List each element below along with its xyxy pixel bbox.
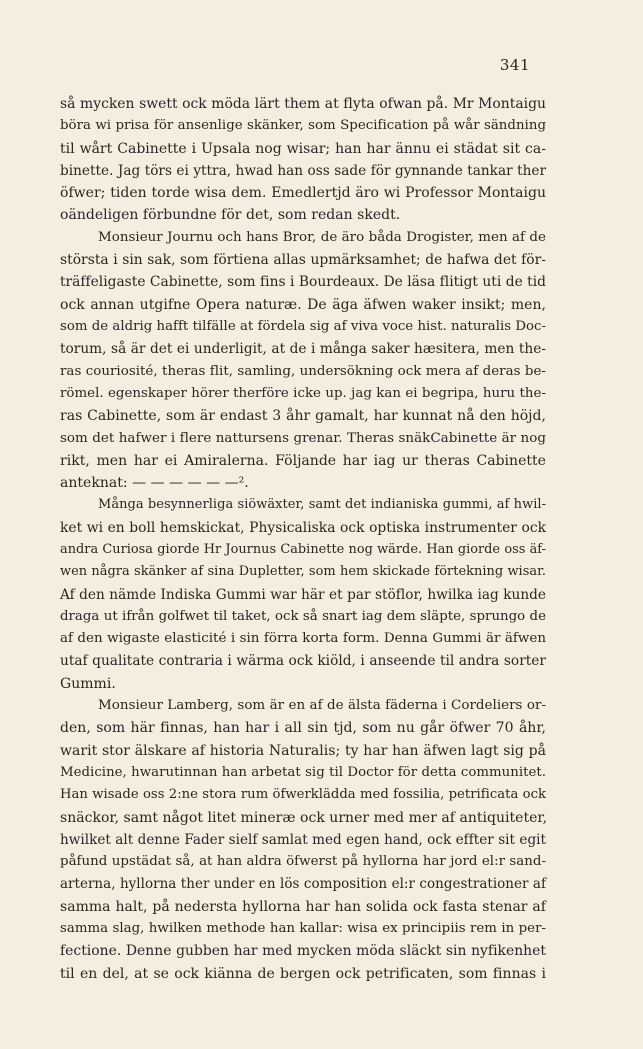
text-line: fectione. Denne gubben har med mycken möda släckt sin nyfikenhet (60, 943, 546, 960)
text-line: samma slag, hwilken methode han kallar: wisa ex principiis rem in per- (60, 920, 546, 936)
text-line: draga ut ifrån golfwet til taket, ock så snart iag dem släpte, sprungo de (60, 608, 546, 624)
text-line: Gummi. (60, 675, 116, 692)
text-line: andra Curiosa giorde Hr Journus Cabinette nog wärde. Han giorde oss äf- (60, 541, 546, 557)
text-line: römel. egenskaper hörer therföre icke up. jag kan ei begripa, huru the- (60, 385, 546, 401)
text-line: så mycken swett ock möda lärt them at flyta ofwan på. Mr Montaigu (60, 96, 546, 112)
body-text (60, 93, 546, 985)
text-line: Af den nämde Indiska Gummi war här et par stöflor, hwilka iag kunde (60, 586, 546, 603)
text-line: hwilket alt denne Fader sielf samlat med egen hand, ock effter sit egit (60, 831, 546, 848)
text-line: utaf qualitate contraria i wärma ock kiöld, i anseende til andra sorter (60, 653, 546, 670)
text-line: Monsieur Journu och hans Bror, de äro båda Drogister, men af de (98, 229, 546, 245)
text-line: til en del, at se ock kiänna de bergen ock petrificaten, som finnas i (60, 965, 546, 982)
text-line: öfwer; tiden torde wisa dem. Emedlertjd äro wi Professor Montaigu (60, 185, 546, 202)
text-line: til wårt Cabinette i Upsala nog wisar; han har ännu ei städat sit ca- (60, 140, 546, 157)
text-line: wen några skänker af sina Dupletter, som hem skickade förtekning wisar. (60, 564, 546, 580)
text-line: af den wigaste elasticité i sin förra korta form. Denna Gummi är äfwen (60, 631, 546, 647)
text-line: den, som här finnas, han har i all sin tjd, som nu går öfwer 70 åhr, (60, 720, 546, 737)
text-line: träffeligaste Cabinette, som fins i Bourdeaux. De läsa flitigt uti de tid (60, 274, 546, 291)
text-line: största i sin sak, som förtiena allas upmärksamhet; de hafwa det för- (60, 252, 546, 269)
page-number: 341 (499, 56, 530, 74)
text-line: ras Cabinette, som är endast 3 åhr gamalt, har kunnat nå den höjd, (60, 408, 546, 425)
text-line: anteknat: — — — — — —². (60, 475, 249, 492)
text-line: som det hafwer i flere nattursens grenar. Theras snäkCabinette är nog (60, 430, 546, 447)
text-line: påfund upstädat så, at han aldra öfwerst på hyllorna har jord el:r sand- (60, 854, 546, 870)
text-line: Medicine, hwarutinnan han arbetat sig til Doctor för detta communitet. (60, 764, 546, 780)
text-line: snäckor, samt något litet mineræ ock urner med mer af antiquiteter, (60, 809, 548, 826)
text-line: arterna, hyllorna ther under en lös composition el:r congestrationer af (60, 876, 546, 893)
text-line: Monsieur Lamberg, som är en af de älsta fäderna i Cordeliers or- (98, 698, 546, 714)
text-line: warit stor älskare af historia Naturalis; ty har han äfwen lagt sig på (60, 742, 546, 759)
text-line: ket wi en boll hemskickat, Physicaliska ock optiska instrumenter ock (60, 519, 546, 536)
text-line: ras couriosité, theras flit, samling, undersökning ock mera af deras be- (60, 363, 546, 379)
text-line: torum, så är det ei underligit, at de i många saker hæsitera, men the- (60, 341, 546, 358)
text-line: samma halt, på nedersta hyllorna har han solida ock fasta stenar af (60, 898, 546, 915)
text-line: Många besynnerliga siöwäxter, samt det indianiska gummi, af hwil- (98, 497, 546, 513)
text-line: böra wi prisa för ansenlige skänker, som Specification på wår sändning (60, 118, 546, 134)
text-line: rikt, men har ei Amiralerna. Följande har iag ur theras Cabinette (60, 452, 546, 469)
text-line: som de aldrig hafft tilfälle at fördela sig af viva voce hist. naturalis Doc- (60, 318, 546, 334)
text-line: ock annan utgifne Opera naturæ. De äga äfwen waker insikt; men, (60, 296, 546, 313)
text-line: oändeligen förbundne för det, som redan skedt. (60, 207, 401, 224)
text-line: Han wisade oss 2:ne stora rum öfwerklädda med fossilia, petrificata ock (60, 787, 546, 803)
text-line: binette. Jag törs ei yttra, hwad han oss sade för gynnande tankar ther (60, 162, 546, 179)
